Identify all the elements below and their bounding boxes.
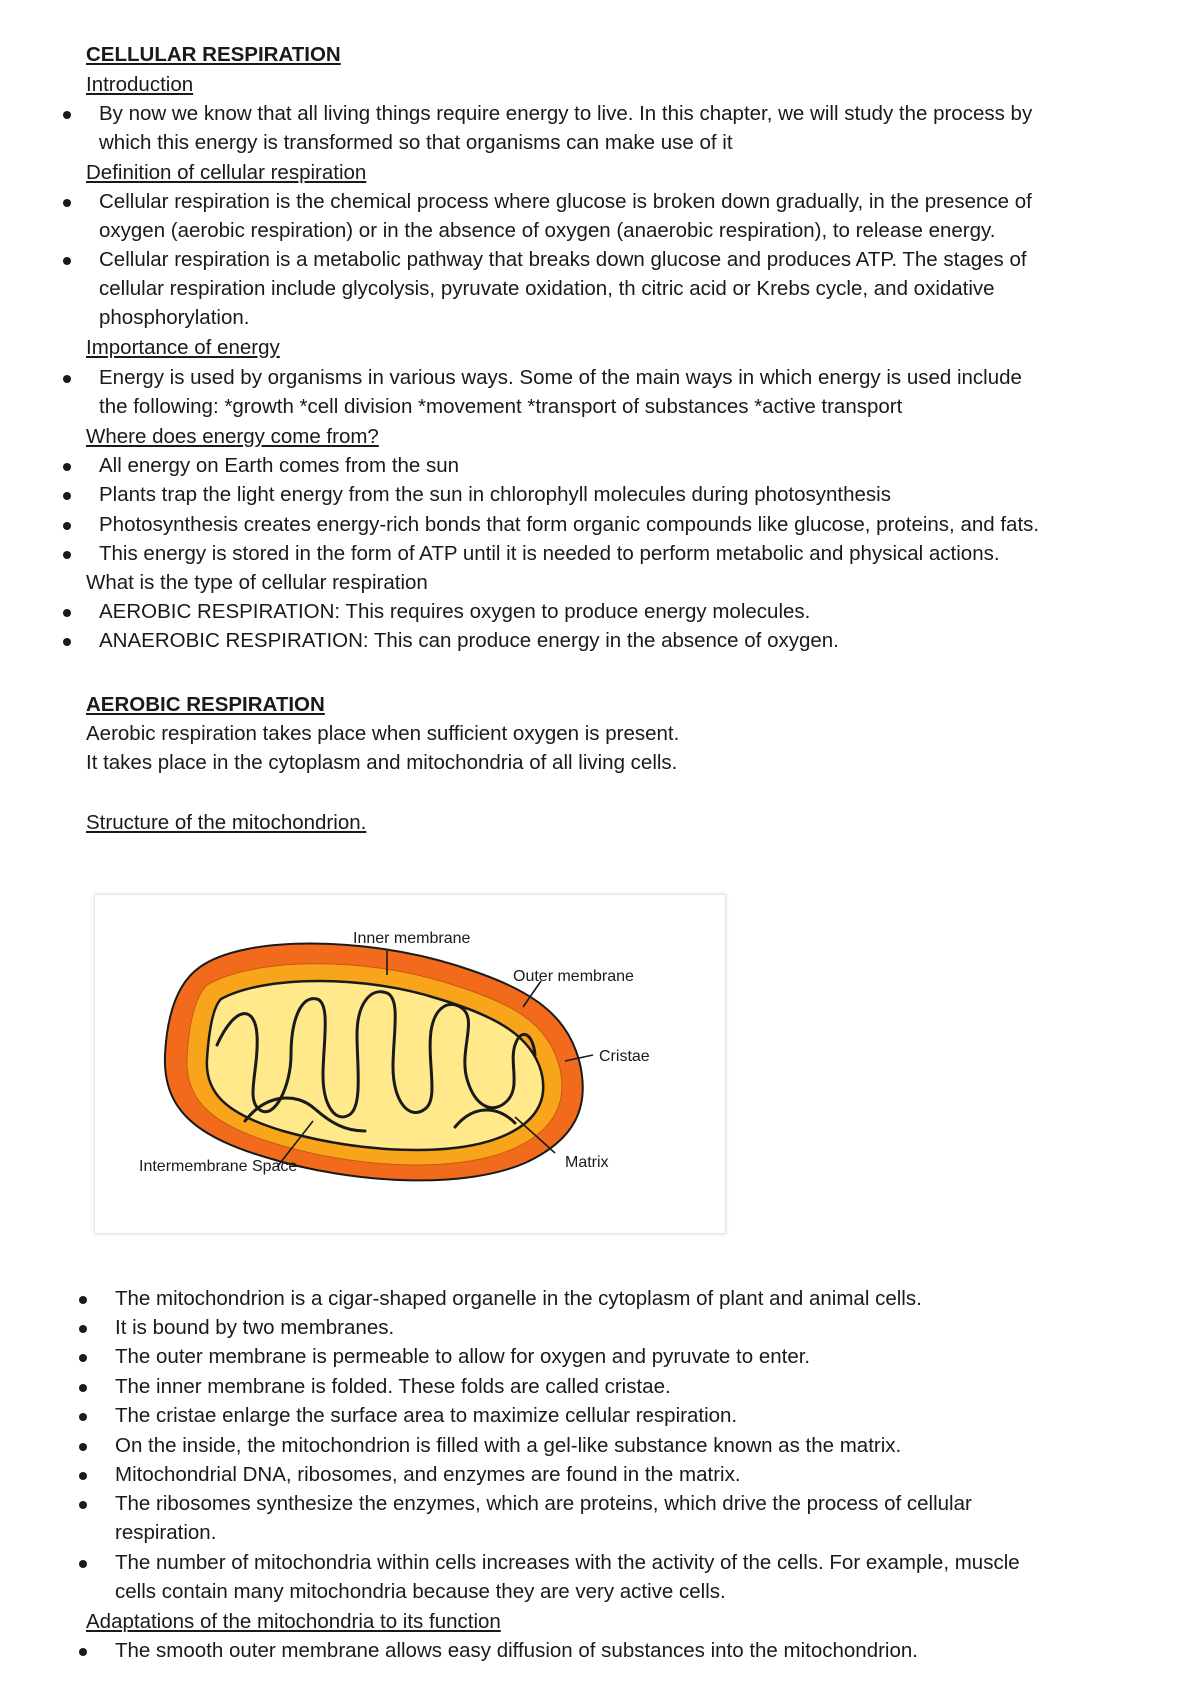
mito-line-8: The ribosomes synthesize the enzymes, which are proteins, which drive the process of cellular [115,1492,972,1515]
bullet-dot [79,1325,87,1333]
heading-definition: Definition of cellular respiration [86,161,367,184]
bullet-dot [79,1384,87,1392]
bullet-dot [63,199,71,207]
mito-line-5: The cristae enlarge the surface area to maximize cellular respiration. [115,1404,738,1427]
adaptations-line-1: The smooth outer membrane allows easy diffusion of substances into the mitochondrion. [115,1639,918,1662]
types-line-2: ANAEROBIC RESPIRATION: This can produce energy in the absence of oxygen. [99,629,839,652]
mito-line-10: The number of mitochondria within cells increases with the activity of the cells. For example, muscle [115,1551,1020,1574]
heading-aerobic: AEROBIC RESPIRATION [86,693,325,716]
bullet-dot [63,638,71,646]
mito-line-11: cells contain many mitochondria because they are very active cells. [115,1580,726,1603]
bullet-dot [79,1413,87,1421]
heading-structure: Structure of the mitochondrion. [86,811,367,834]
importance-line-1: Energy is used by organisms in various ways. Some of the main ways in which energy is used include [99,366,1022,389]
definition-line-1: Cellular respiration is the chemical process where glucose is broken down gradually, in the presence of [99,190,1032,213]
types-line-1: AEROBIC RESPIRATION: This requires oxygen to produce energy molecules. [99,600,811,623]
heading-energy-source: Where does energy come from? [86,425,379,448]
mito-line-7: Mitochondrial DNA, ribosomes, and enzymes are found in the matrix. [115,1463,741,1486]
aerobic-line-1: Aerobic respiration takes place when sufficient oxygen is present. [86,722,680,745]
bullet-dot [63,375,71,383]
mito-line-6: On the inside, the mitochondrion is filled with a gel-like substance known as the matrix. [115,1434,902,1457]
source-line-1: All energy on Earth comes from the sun [99,454,460,477]
intro-line-1: By now we know that all living things require energy to live. In this chapter, we will study the process by [99,102,1033,125]
mito-line-4: The inner membrane is folded. These folds are called cristae. [115,1375,671,1398]
bullet-dot [63,609,71,617]
label-intermembrane-space: Intermembrane Space [139,1158,298,1175]
aerobic-line-2: It takes place in the cytoplasm and mitochondria of all living cells. [86,751,678,774]
mito-line-9: respiration. [115,1521,217,1544]
heading-types: What is the type of cellular respiration [86,571,428,594]
bullet-dot [63,463,71,471]
bullet-dot [79,1354,87,1362]
label-cristae: Cristae [599,1048,650,1065]
importance-line-2: the following: *growth *cell division *movement *transport of substances *active transport [99,395,903,418]
definition-line-2: oxygen (aerobic respiration) or in the absence of oxygen (anaerobic respiration), to release energy. [99,219,996,242]
bullet-dot [79,1501,87,1509]
label-outer-membrane: Outer membrane [513,968,634,985]
bullet-dot [63,492,71,500]
bullet-dot [79,1472,87,1480]
definition-line-4: cellular respiration include glycolysis, pyruvate oxidation, th citric acid or Krebs cycle, and oxidative [99,277,995,300]
doc-title: CELLULAR RESPIRATION [86,43,341,66]
bullet-dot [63,257,71,265]
heading-adaptations: Adaptations of the mitochondria to its function [86,1610,501,1633]
mito-line-1: The mitochondrion is a cigar-shaped organelle in the cytoplasm of plant and animal cells. [115,1287,922,1310]
heading-introduction: Introduction [86,73,194,96]
mitochondrion-figure [94,894,726,1234]
source-line-3: Photosynthesis creates energy-rich bonds that form organic compounds like glucose, proteins, and fats. [99,513,1040,536]
mito-line-3: The outer membrane is permeable to allow for oxygen and pyruvate to enter. [115,1345,811,1368]
label-inner-membrane: Inner membrane [353,930,471,947]
heading-importance: Importance of energy [86,336,280,359]
intro-line-2: which this energy is transformed so that organisms can make use of it [99,131,733,154]
source-line-4: This energy is stored in the form of ATP until it is needed to perform metabolic and physical actions. [99,542,1000,565]
definition-line-5: phosphorylation. [99,306,250,329]
mito-line-2: It is bound by two membranes. [115,1316,395,1339]
mitochondrion-diagram [95,895,725,1233]
bullet-dot [63,522,71,530]
label-matrix: Matrix [565,1154,609,1171]
bullet-dot [79,1296,87,1304]
definition-line-3: Cellular respiration is a metabolic pathway that breaks down glucose and produces ATP. The stages of [99,248,1027,271]
source-line-2: Plants trap the light energy from the sun in chlorophyll molecules during photosynthesis [99,483,891,506]
bullet-dot [79,1443,87,1451]
bullet-dot [63,111,71,119]
bullet-dot [63,551,71,559]
bullet-dot [79,1560,87,1568]
bullet-dot [79,1648,87,1656]
